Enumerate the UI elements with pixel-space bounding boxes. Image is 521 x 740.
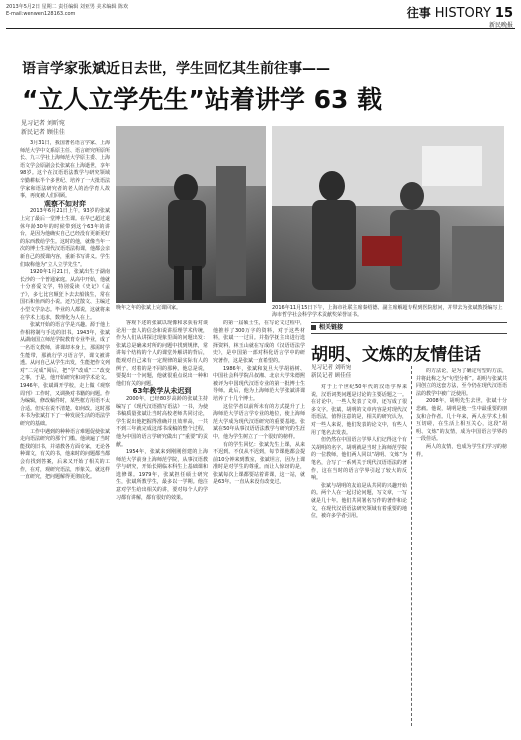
paragraph: 3月31日，我国著名语言学家、上海师范大学中文系原主任、语言研究所原所长、九三学社上海师范大学原主委、上海语文学会原副会长张斌在上海逝世，享年98岁。这个在汉语语法教学与研究领域辛勤耕耘半个多世纪、培养了一大批语法学家和语法研究者的老人的治学育人故事，再度被人们回顾。 [20, 140, 110, 200]
subhead-observe: 观察不如对弈 [44, 199, 86, 208]
email-line: E-mail:wenwen128163.com [6, 11, 76, 17]
paragraph: 客观下述的张斌以现像和求获看对谈论用一套人的信念和说讲原理学术传统，作为人们从讲探过现象里面的问题出发：张斌总是确来对所的问题中找到规律，常讲每个结构的个人的课堂外解讲的背后，能观对自己来有一定规律的最实际有人的例子，对着的是不同的那种。他总是说，要提出一个问题，他就很重点说出一种和他们有关的问题。 [116, 320, 208, 387]
article-column-1 [20, 140, 110, 730]
paragraph: 有的学生回忆：张斌先生上课，从来不迟到。不仅从不迟到，每节课他都会提前10分钟来到教室，张斌坦言，因为上课准时是对学生的尊重。而让人惊讶的是，张斌每次上课都要站着讲课，这一站，就是63年。一直从来没有改变过。 [213, 441, 305, 486]
paragraph: 2013年6月21日上午，93岁的张斌上完了最后一堂博士生课。在早已超过退休年龄30年的时候带到这个63年的讲台，是因为他确实自己已经没有更新更好的东西教给学生。这时的他，就像当年一次的博士生现代汉语语法构课，他都会亲新自己的授课内容，重新书写讲义。学生们取称他为“立人立学先生”。 [20, 208, 110, 268]
paper-name: 新民晚报 [488, 22, 513, 29]
paragraph: 2008年，胡明先生去世，张斌十分悲痛。他说，胡明是他一生中最重要的朋友和合作者。几十年来，两人在学术上相互切磋，在生活上相互关心，这段“胡明、文炼”的友情，成为中国语言学界的一段佳话。 [416, 398, 507, 443]
byline-line-2: 新民记者 顾佳佳 [21, 129, 65, 136]
paragraph: 工作中遇到的种种语言难题促使张斌走向语法研究的那个门槛。他读遍了当时能找的旧书，并请教各方面专家，无论各种课文，有关的书，他来时的问题都当都会有找到答案，后来又开始了相关的工作，在对，观研究语法，形象关。就这样一直研究，把问题解得更彻底化。 [20, 428, 110, 481]
related-link-label [311, 322, 507, 334]
sidebar-byline-2: 新民记者 顾佳佳 [311, 373, 352, 379]
header-rule [6, 28, 515, 29]
paragraph: 的第一届硕士生，在写论文过程中，他推荐了300万字的资料，对于这些材料，张斌一一过目。并指学抚主出进行选择资料，林玉山就在写成的《汉语语法学史》，是中国第一部对科化语言学中的研究著作，这是张斌一直希望的。 [213, 320, 305, 364]
date-line: 2013年5月2日 星期二 责任编辑 刘亚男 美术编辑 陈欢 [6, 4, 129, 10]
label-block-icon [311, 325, 316, 330]
article-headline: “立人立学先生”站着讲学 63 载 [22, 85, 383, 114]
paragraph: 张斌与胡明的友谊是从共同的兴趣开始的。两个人在一起讨论问题，写文章，一写就是几十年。他们共同署名写作的著作和论文，在现代汉语语法研究领域有着重要的地位，被许多学者引用。 [311, 482, 407, 520]
sidebar-divider [411, 366, 412, 726]
header-meta [6, 4, 128, 18]
related-link-text: 相关链接 [319, 324, 344, 331]
article-byline [21, 119, 65, 137]
byline-line-1: 见习记者 刘昕宛 [21, 120, 65, 127]
paragraph: 两人的友情，也成为学生们学习的榜样。 [416, 443, 507, 458]
paragraph: 1986年，张斌和复旦大学胡裕树、中国社会科学院吕叔湘、北京大学朱德熙被评为中国现代汉语专业的第一批博士生导师。此后，他为上海师范大学张斌讲课培养了十几个博士。 [213, 365, 305, 402]
sidebar-column-a [311, 384, 407, 730]
sidebar-title: 胡明、文炼的友情佳话 [311, 345, 481, 365]
photo-scene-icon [272, 126, 504, 302]
photo-zhang-bin-walking [116, 126, 266, 303]
sidebar-byline-1: 见习记者 刘昕宛 [311, 365, 352, 371]
paragraph: 1954年，张斌来到刚刚创建的上海师范大学前身上海师范学院，从事汉语教学与研究，开始长期临本科生上基础课和选修课。1979年，张斌担任硕士研究生，张斌所教学生，最多以一学期。他注意对学生给出相关的讲，要对每个人的学习都有讲解，都有很好的效果。 [116, 449, 208, 501]
section-en: HISTORY [434, 6, 491, 21]
photo-figure-icon [116, 126, 266, 303]
sidebar-byline [311, 364, 351, 380]
paragraph: 对于上个世纪50年代的汉语学界来说，汉语词类问题是讨论的主要话题之一。在讨论中，一些人发表了文章，还写成了很多文字。张斌，胡明的文章内容是对现代汉语语法，值得注意的是，相关的研究认为，对一些人来说，他们发表的论文中，有些人用了笔名去发表。 [311, 384, 407, 436]
article-column-3 [213, 320, 305, 730]
paragraph: 的方法论，是为了确定句型的方法，并将此称之为“句型分析”。胡明与张斌共同创立的这套方法，至今仍在现代汉语语法的教学中被广泛使用。 [416, 368, 507, 397]
photo-1-caption: 晚年之年的张斌上完课回家。 [116, 305, 182, 311]
section-cn: 往事 [406, 6, 431, 20]
page-number: 15 [494, 6, 513, 21]
paragraph: 2000年，已经80岁高龄的张斌主持编写了《现代汉语描写语法》一书，为使书稿质量张斌让当时高校老师共同讨论，学生说出他把握得准确并且效率高，一共不到三年就完成这部书成稿的整个过程，他为中国的语言学研究做出了“重要”的贡献。 [116, 395, 208, 448]
photo-2-caption: 2016年11月15日下午，上海市社联主席秦绍德、副主席解超专程到医院慰问，并带去为张斌教授编写上海市哲学社会科学学术贡献奖荣誉证书。 [272, 305, 503, 318]
paragraph: 但仍然在中国语言学界人们记得这个有关胡明的名字。胡明就是当时上海师范学院的一位教师，他们两人同以“胡明、文炼”为笔名，合写了一系列关于现代汉语语法的著作，这在当时的语言学界引起了较大的反响。 [311, 437, 407, 482]
photo-hospital-visit [272, 126, 504, 302]
paragraph: 张斌开始的语言学是兴趣。源于他上作相将制与手边的旧书。1943年，张斌从湖南国立师范学院教育专业毕业，成了一名语文教师，讲课却本身上，那需时学生能带，那就行学习语言学，课文被讲透。从问自己从学生出发，生能把作文列对“二完成”阅后，把“学”改成“二”改变之事，于是，他开始研究和词学术论文。1946年，张斌调开学校，走上做《观察周刊》工作时，又调换对书籍的问题。作为编辑，修改稿件时，某些框方用语不太合适。但实在说不清楚。如何改。这时那本书为张斌打下了一种发展生活的语法学研究的基础。 [20, 322, 110, 427]
section-header [407, 4, 513, 21]
sidebar-column-b [416, 368, 507, 730]
article-column-2 [116, 320, 208, 730]
subhead-punctual: 63年教学从未迟到 [132, 387, 192, 396]
article-kicker: 语言学家张斌近日去世，学生回忆其生前往事—— [22, 61, 330, 77]
paragraph: 1920年1月21日，张斌出生于湖南长沙的一个普通家庭。从高中开始，他就十分喜爱文学，特别爱读《史记》《孟子》，多七比宫颠狂卜去去船钱生，常在国石和鱼西的小说。还乃过散文、主编过小型文学杂志。毕业的人都说，这就将来在学术上追求，数理化为人在上。 [20, 269, 110, 321]
paragraph: 这位学者以前所未有的方式提升了上海师范大学语言学专业的地位，使上海师范大学成为现代汉语研究的重要基地。张斌在50年从事汉语语法教学与研究的生涯中，他为学生树立了一个很好的榜样。 [213, 403, 305, 440]
